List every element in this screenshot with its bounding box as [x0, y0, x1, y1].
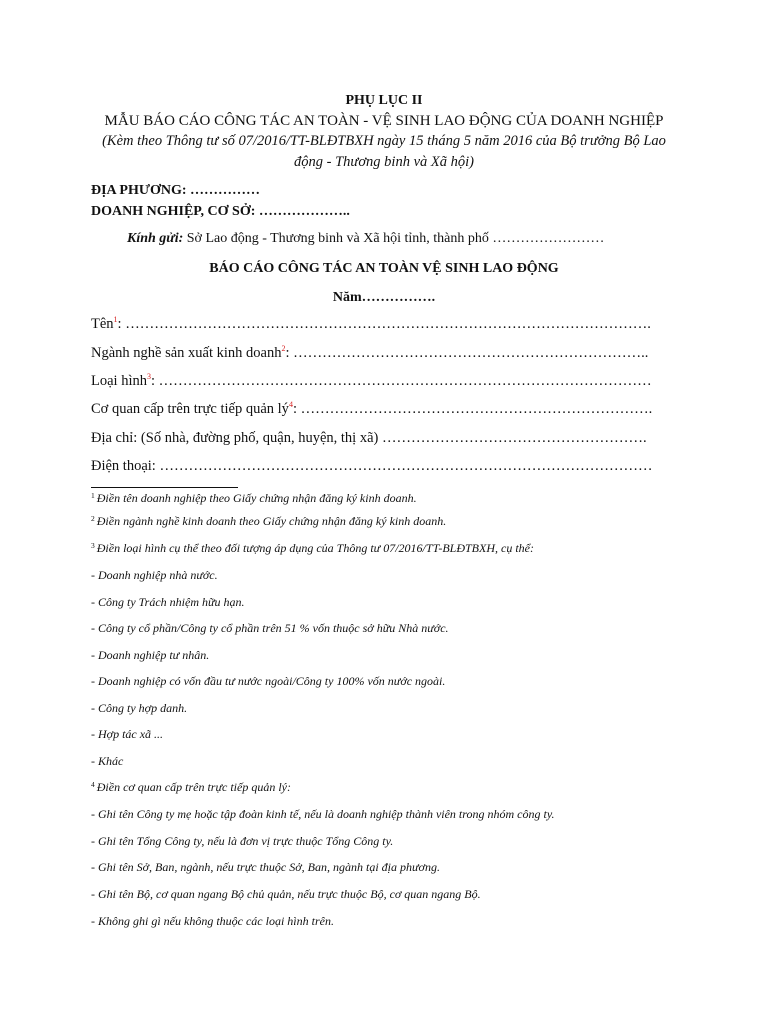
enterprise-line: DOANH NGHIỆP, CƠ SỞ: ………………..: [91, 204, 350, 219]
footnote-3-item: - Công ty Trách nhiệm hữu hạn.: [91, 595, 245, 609]
appendix-heading: PHỤ LỤC II: [345, 93, 423, 108]
report-year: Năm…………….: [332, 290, 436, 305]
footnote-4-item: - Ghi tên Bộ, cơ quan ngang Bộ chủ quản, nếu trực thuộc Bộ, cơ quan ngang Bộ.: [91, 887, 481, 901]
locality-line: ĐỊA PHƯƠNG: ……………: [91, 183, 261, 198]
footnote-3-item: - Doanh nghiệp tư nhân.: [91, 648, 210, 662]
field-superior-label: Cơ quan cấp trên trực tiếp quản lý: [91, 401, 289, 417]
footnote-1-text: Điền tên doanh nghiệp theo Giấy chứng nhận đăng ký kinh doanh.: [96, 491, 417, 505]
field-superior-dots: : ……………………………………………………………….: [292, 401, 653, 417]
attached-note-line-2: động - Thương binh và Xã hội): [294, 154, 474, 170]
footnote-4-item: - Ghi tên Tổng Công ty, nếu là đơn vị trực thuộc Tổng Công ty.: [91, 834, 394, 848]
field-address: Địa chỉ: (Số nhà, đường phố, quận, huyện, thị xã) ……………………………………………….: [91, 430, 647, 446]
field-industry-label: Ngành nghề sản xuất kinh doanh: [91, 345, 282, 361]
footnote-4-text: Điền cơ quan cấp trên trực tiếp quản lý:: [96, 780, 291, 794]
footnote-4: [91, 780, 291, 795]
field-industry: [91, 345, 648, 362]
footnote-4-item: - Ghi tên Công ty mẹ hoặc tập đoàn kinh tế, nếu là doanh nghiệp thành viên trong nhóm công ty.: [91, 807, 555, 821]
report-title: BÁO CÁO CÔNG TÁC AN TOÀN VỆ SINH LAO ĐỘNG: [209, 261, 559, 276]
field-name: [91, 316, 651, 333]
field-type-dots: : …………………………………………………………………………………………: [150, 373, 652, 389]
footnote-4-item: - Ghi tên Sở, Ban, ngành, nếu trực thuộc Sở, Ban, ngành tại địa phương.: [91, 860, 440, 874]
footnote-ref-2[interactable]: 2: [281, 344, 286, 353]
footnote-3-item: - Khác: [91, 754, 124, 768]
footnote-ref-3[interactable]: 3: [146, 372, 151, 381]
footnote-3-item: - Công ty hợp danh.: [91, 701, 188, 715]
field-superior: [91, 401, 652, 418]
footnote-1: [91, 491, 417, 506]
footnote-3-text: Điền loại hình cụ thể theo đối tượng áp dụng của Thông tư 07/2016/TT-BLĐTBXH, cụ thể:: [96, 541, 534, 555]
footnote-2-number: 2: [91, 514, 95, 523]
field-type: [91, 373, 652, 390]
footnote-ref-4[interactable]: 4: [288, 400, 293, 409]
footnote-3-number: 3: [91, 541, 95, 550]
field-industry-dots: : ………………………………………………………………..: [285, 345, 649, 361]
footnote-separator: [91, 487, 238, 488]
field-type-label: Loại hình: [91, 373, 147, 389]
footnote-4-item: - Không ghi gì nếu không thuộc các loại hình trên.: [91, 914, 334, 928]
footnote-2-text: Điền ngành nghề kinh doanh theo Giấy chứng nhận đăng ký kinh doanh.: [96, 514, 447, 528]
footnote-3-item: - Doanh nghiệp nhà nước.: [91, 568, 218, 582]
footnote-3: [91, 541, 534, 556]
footnote-3-item: - Hợp tác xã ...: [91, 727, 164, 741]
field-name-label: Tên: [91, 316, 114, 332]
footnote-3-item: - Công ty cổ phần/Công ty cổ phần trên 51 % vốn thuộc sở hữu Nhà nước.: [91, 621, 449, 635]
addressee-label: Kính gửi:: [127, 231, 184, 246]
attached-note-line-1: (Kèm theo Thông tư số 07/2016/TT-BLĐTBXH ngày 15 tháng 5 năm 2016 của Bộ trưởng Bộ Lao: [102, 133, 666, 149]
footnote-2: [91, 514, 446, 529]
addressee-text: Sở Lao động - Thương binh và Xã hội tỉnh, thành phố ……………………: [183, 231, 605, 246]
footnote-ref-1[interactable]: 1: [113, 315, 118, 324]
footnote-4-number: 4: [91, 780, 95, 789]
form-title: MẪU BÁO CÁO CÔNG TÁC AN TOÀN - VỆ SINH LAO ĐỘNG CỦA DOANH NGHIỆP: [104, 113, 664, 129]
footnote-1-number: 1: [91, 491, 95, 500]
field-name-dots: : ……………………………………………………………………………………………….: [117, 316, 651, 332]
addressee-line: [127, 231, 604, 247]
field-phone: Điện thoại: …………………………………………………………………………………………: [91, 458, 653, 474]
footnote-3-item: - Doanh nghiệp có vốn đầu tư nước ngoài/Công ty 100% vốn nước ngoài.: [91, 674, 446, 688]
